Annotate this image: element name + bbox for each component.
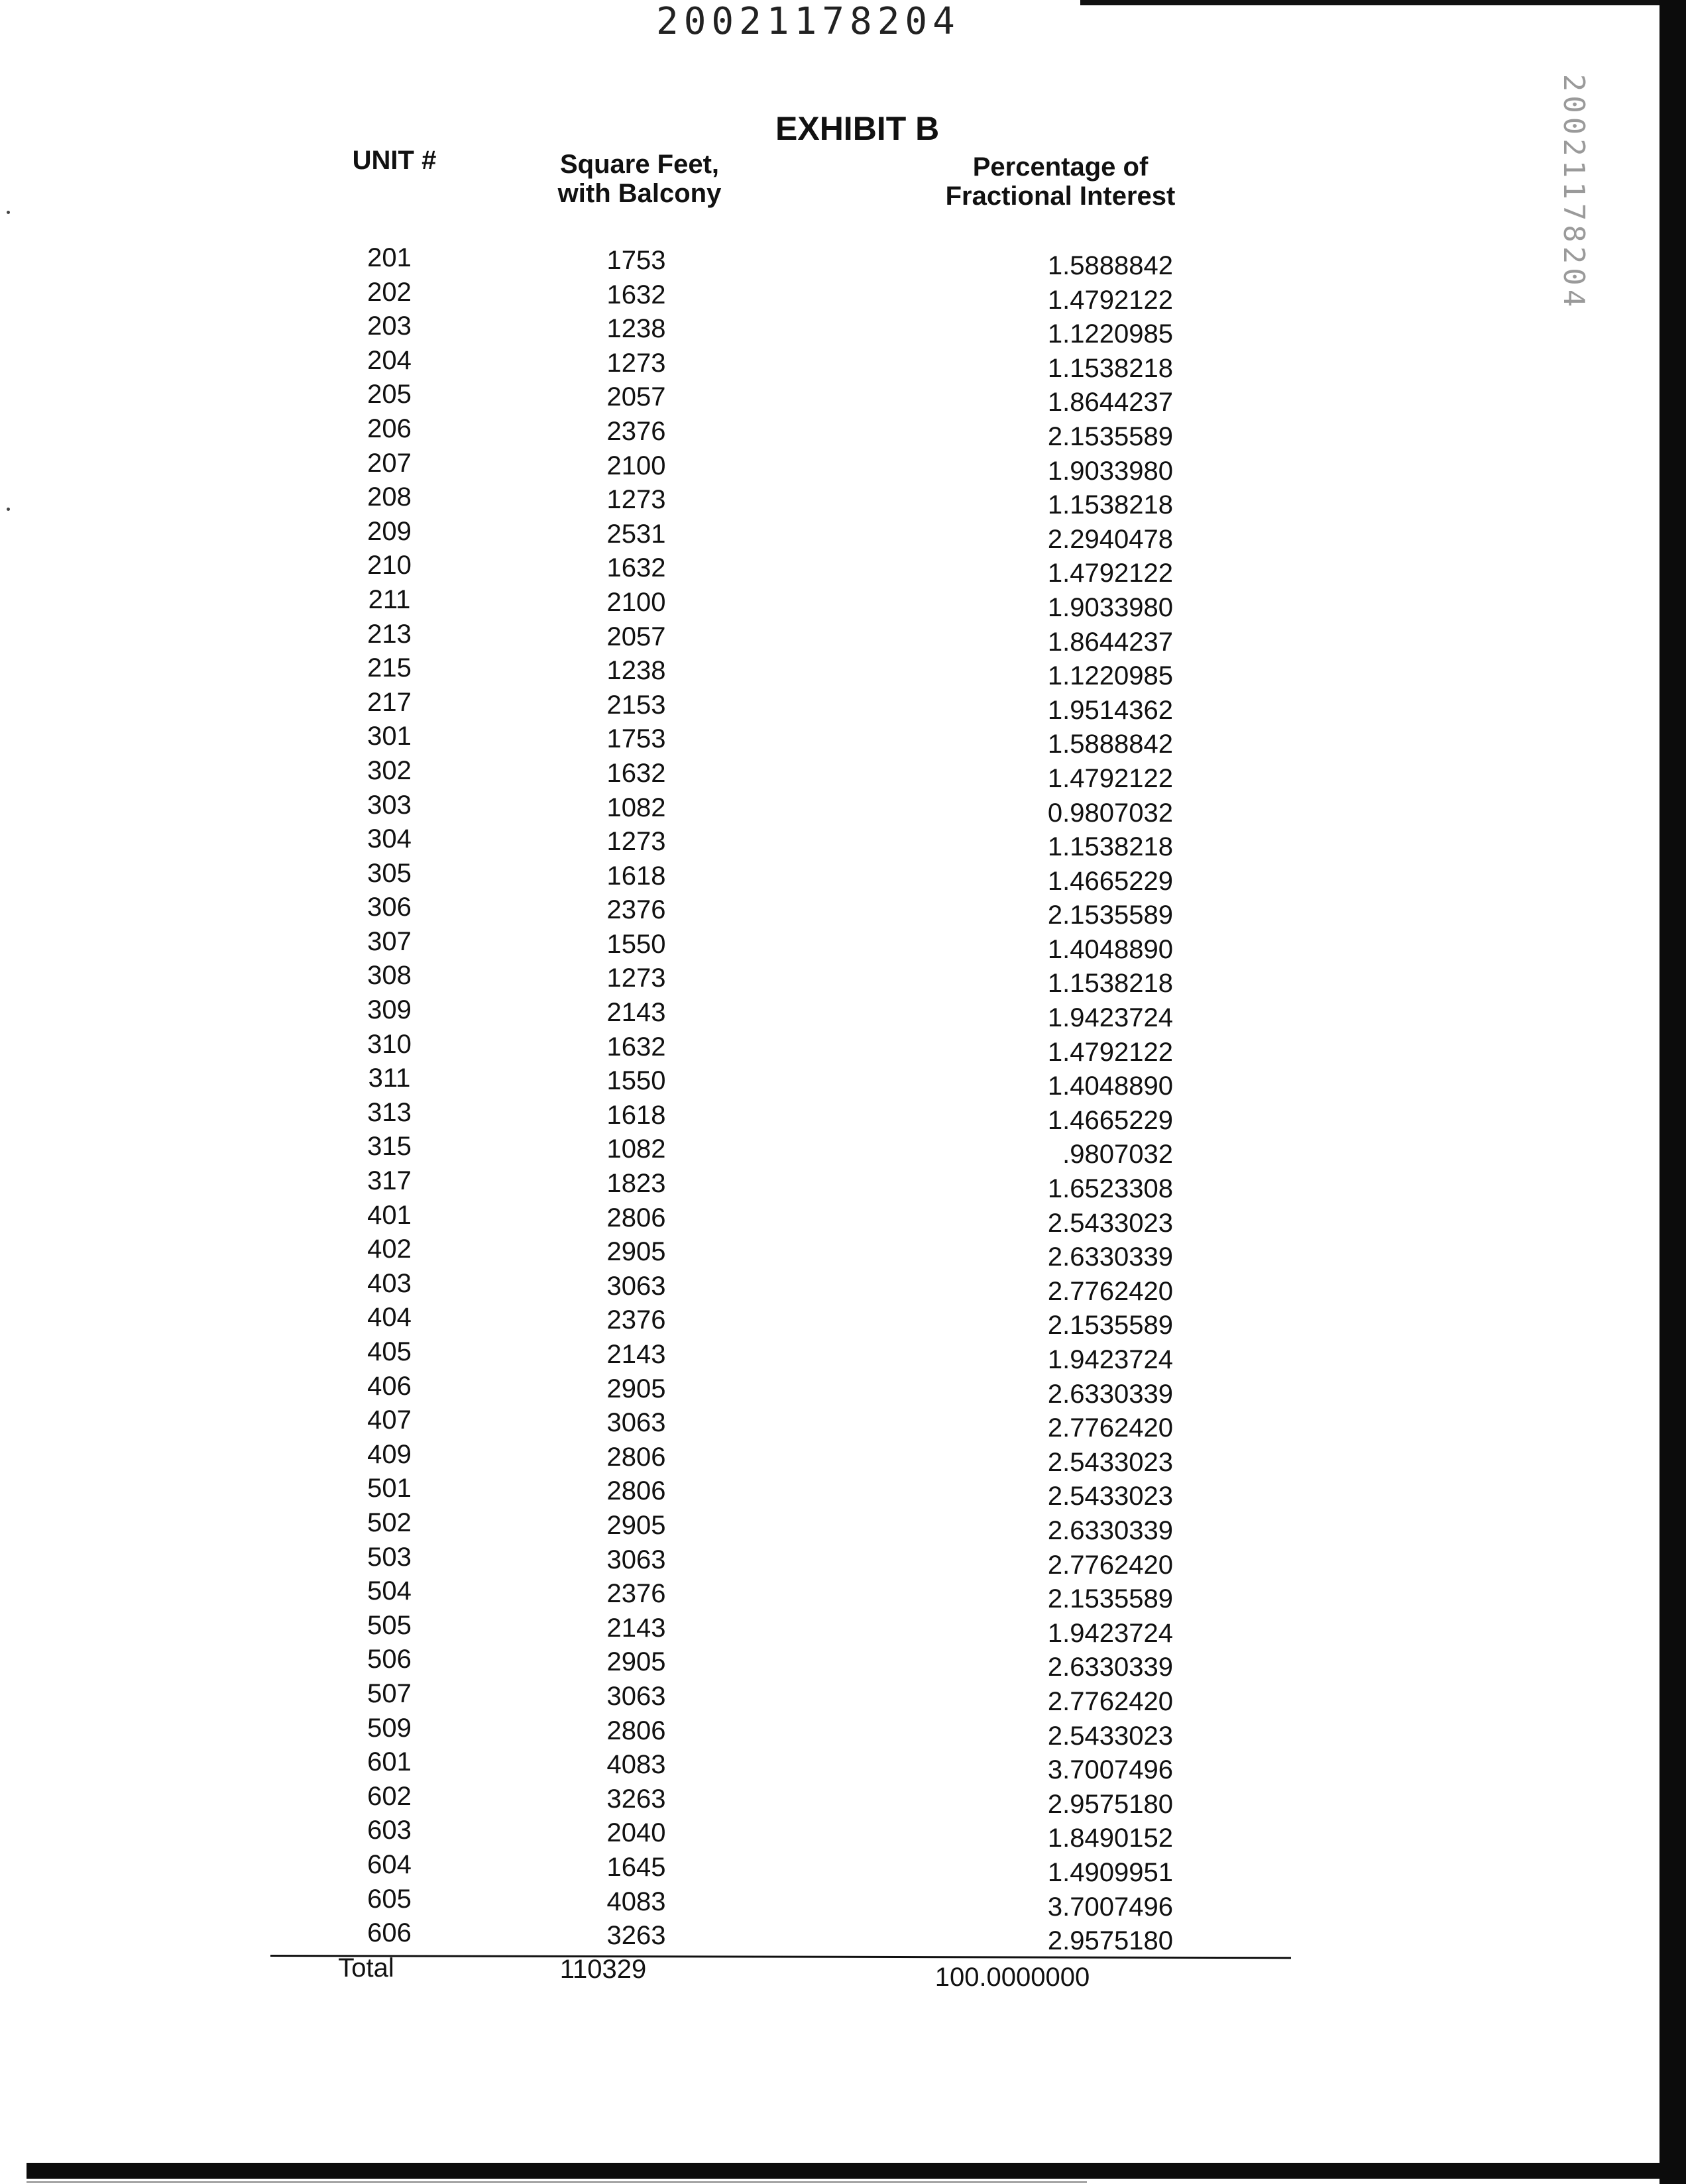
scan-edge-bottom (27, 2163, 1686, 2179)
percentage-cell: 1.4909951 (1047, 1857, 1173, 1887)
table-row (0, 1371, 1325, 1409)
percentage-cell: 2.9575180 (1047, 1789, 1173, 1819)
table-row (0, 1200, 1325, 1238)
table-row (0, 1303, 1325, 1340)
table-row (0, 1166, 1325, 1204)
square-feet-cell: 2376 (606, 416, 666, 446)
percentage-cell: 1.4665229 (1047, 1105, 1173, 1135)
table-row (0, 1234, 1325, 1272)
percentage-cell: 2.5433023 (1047, 1721, 1173, 1751)
header-percentage: Percentage of Fractional Interest (945, 152, 1176, 211)
unit-cell: 404 (367, 1303, 412, 1333)
unit-cell: 306 (367, 893, 412, 922)
percentage-cell: 1.8490152 (1047, 1824, 1173, 1853)
table-row (0, 1610, 1325, 1648)
percentage-cell: 1.4792122 (1047, 1037, 1173, 1067)
unit-cell: 204 (367, 345, 412, 375)
unit-cell: 409 (367, 1439, 412, 1469)
percentage-cell: 2.7762420 (1047, 1686, 1173, 1716)
square-feet-cell: 2040 (606, 1818, 666, 1848)
percentage-cell: 1.8644237 (1047, 388, 1173, 417)
unit-cell: 407 (367, 1405, 412, 1435)
table-row (0, 277, 1325, 315)
table-row (0, 380, 1325, 417)
table-row (0, 1097, 1325, 1135)
percentage-cell: 2.5433023 (1047, 1447, 1173, 1477)
percentage-cell: 1.1538218 (1047, 353, 1173, 383)
square-feet-cell: 1632 (606, 758, 666, 788)
percentage-cell: 1.1538218 (1047, 490, 1173, 520)
percentage-cell: 2.5433023 (1047, 1208, 1173, 1238)
percentage-cell: 2.1535589 (1047, 1584, 1173, 1614)
table-row (0, 858, 1325, 896)
table-row (0, 243, 1325, 278)
percentage-cell: 1.9514362 (1047, 695, 1173, 725)
table-row (0, 1337, 1325, 1372)
unit-cell: 303 (367, 790, 412, 820)
unit-cell: 505 (367, 1610, 412, 1640)
square-feet-cell: 1645 (606, 1852, 666, 1882)
unit-cell: 215 (367, 653, 412, 683)
unit-cell: 217 (367, 687, 412, 717)
table-row (0, 1713, 1325, 1751)
scan-edge-right (1659, 0, 1686, 2184)
table-row (0, 1064, 1325, 1101)
table-row (0, 1781, 1325, 1819)
percentage-cell: 1.1538218 (1047, 969, 1173, 999)
square-feet-cell: 1273 (606, 827, 666, 857)
unit-cell: 606 (367, 1918, 412, 1948)
square-feet-cell: 2905 (606, 1510, 666, 1540)
square-feet-cell: 1632 (606, 1032, 666, 1062)
unit-cell: 304 (367, 824, 412, 854)
square-feet-cell: 1632 (606, 280, 666, 309)
unit-cell: 403 (367, 1268, 412, 1298)
unit-cell: 605 (367, 1884, 412, 1914)
percentage-cell: 1.9423724 (1047, 1345, 1173, 1374)
header-unit: UNIT # (352, 146, 437, 175)
unit-cell: 503 (367, 1542, 412, 1572)
percentage-cell: 1.4048890 (1047, 934, 1173, 964)
table-row (0, 893, 1325, 930)
square-feet-cell: 2057 (606, 622, 666, 651)
square-feet-cell: 3063 (606, 1545, 666, 1574)
square-feet-cell: 2143 (606, 998, 666, 1028)
table-row (0, 1849, 1325, 1887)
percentage-cell: 1.9423724 (1047, 1618, 1173, 1648)
square-feet-cell: 2905 (606, 1647, 666, 1677)
table-row (0, 1268, 1325, 1306)
square-feet-cell: 1273 (606, 963, 666, 993)
table-row (0, 995, 1325, 1033)
square-feet-cell: 2806 (606, 1476, 666, 1506)
percentage-cell: 1.5888842 (1047, 730, 1173, 759)
table-row (0, 516, 1325, 554)
percentage-cell: 2.7762420 (1047, 1276, 1173, 1306)
unit-cell: 206 (367, 413, 412, 443)
unit-cell: 209 (367, 516, 412, 546)
unit-cell: 601 (367, 1747, 412, 1777)
square-feet-cell: 1550 (606, 1066, 666, 1096)
square-feet-cell: 2531 (606, 519, 666, 549)
unit-cell: 205 (367, 380, 412, 410)
unit-cell: 507 (367, 1678, 412, 1708)
unit-cell: 501 (367, 1474, 412, 1503)
table-row (0, 448, 1325, 486)
side-stamp (1538, 74, 1610, 311)
table-row (0, 311, 1325, 349)
unit-cell: 211 (368, 584, 411, 614)
square-feet-cell: 2153 (606, 690, 666, 720)
table-row (0, 687, 1325, 725)
percentage-cell: 1.9033980 (1047, 456, 1173, 486)
margin-speck (7, 211, 10, 214)
square-feet-cell: 1082 (606, 792, 666, 822)
unit-cell: 406 (367, 1371, 412, 1401)
unit-cell: 213 (367, 619, 412, 649)
square-feet-cell: 3063 (606, 1408, 666, 1438)
unit-cell: 401 (367, 1200, 412, 1230)
table-row (0, 1747, 1325, 1785)
unit-cell: 502 (367, 1507, 412, 1537)
percentage-cell: 2.5433023 (1047, 1482, 1173, 1511)
percentage-cell: 1.5888842 (1047, 251, 1173, 280)
square-feet-cell: 2905 (606, 1237, 666, 1267)
table-row (0, 961, 1325, 999)
top-edge-rule (1080, 0, 1686, 5)
percentage-cell: 2.6330339 (1047, 1379, 1173, 1409)
scan-edge-bottom-line (27, 2181, 1087, 2183)
unit-cell: 315 (367, 1132, 412, 1162)
percentage-cell: 2.1535589 (1047, 901, 1173, 930)
square-feet-cell: 2143 (606, 1613, 666, 1643)
table-row (0, 653, 1325, 691)
unit-cell: 602 (367, 1781, 412, 1811)
percentage-cell: 3.7007496 (1047, 1892, 1173, 1922)
square-feet-cell: 1273 (606, 485, 666, 515)
percentage-cell: 1.4792122 (1047, 559, 1173, 588)
square-feet-cell: 1618 (606, 1100, 666, 1130)
unit-cell: 506 (367, 1645, 412, 1674)
table-row (0, 551, 1325, 588)
percentage-cell: 1.1220985 (1047, 661, 1173, 691)
table-row (0, 722, 1325, 759)
exhibit-title: EXHIBIT B (775, 110, 940, 147)
percentage-cell: 0.9807032 (1047, 798, 1173, 828)
percentage-cell: 1.4048890 (1047, 1071, 1173, 1101)
unit-cell: 310 (367, 1029, 412, 1059)
square-feet-cell: 1238 (606, 656, 666, 686)
square-feet-cell: 4083 (606, 1750, 666, 1780)
table-row (0, 1816, 1325, 1853)
percentage-cell: 1.4792122 (1047, 763, 1173, 793)
percentage-cell: 1.6523308 (1047, 1174, 1173, 1204)
total-square-feet: 110329 (559, 1955, 647, 1984)
percentage-cell: .9807032 (1062, 1140, 1173, 1170)
unit-cell: 402 (367, 1234, 412, 1264)
table-row (0, 1576, 1325, 1614)
table-row (0, 585, 1325, 620)
square-feet-cell: 1753 (606, 724, 666, 754)
percentage-cell: 1.9033980 (1047, 592, 1173, 622)
unit-cell: 509 (367, 1713, 412, 1743)
unit-cell: 603 (367, 1816, 412, 1845)
table-row (0, 926, 1325, 964)
unit-cell: 504 (367, 1576, 412, 1606)
percentage-cell: 1.9423724 (1047, 1003, 1173, 1033)
percentage-cell: 1.4665229 (1047, 866, 1173, 896)
square-feet-cell: 2376 (606, 1305, 666, 1335)
table-row (0, 1918, 1325, 1956)
table-row (0, 619, 1325, 657)
total-row (0, 1953, 1325, 1993)
percentage-cell: 2.2940478 (1047, 524, 1173, 554)
table-row (0, 1405, 1325, 1443)
percentage-cell: 1.4792122 (1047, 285, 1173, 315)
table-row (0, 345, 1325, 383)
unit-cell: 208 (367, 482, 412, 512)
unit-table-body (0, 243, 1325, 1956)
unit-cell: 207 (367, 448, 412, 478)
table-row (0, 414, 1325, 449)
square-feet-cell: 1618 (606, 861, 666, 891)
unit-cell: 201 (367, 243, 412, 272)
percentage-cell: 3.7007496 (1047, 1755, 1173, 1785)
square-feet-cell: 3263 (606, 1784, 666, 1814)
side-stamp-text: 20021178204 (1557, 74, 1591, 311)
table-row (0, 756, 1325, 791)
document-number: 20021178204 (656, 0, 960, 43)
square-feet-cell: 1753 (606, 246, 666, 275)
unit-cell: 210 (367, 551, 412, 580)
percentage-cell: 1.1220985 (1047, 319, 1173, 349)
unit-cell: 309 (367, 995, 412, 1025)
table-row (0, 1542, 1325, 1580)
table-row (0, 1029, 1325, 1067)
table-row (0, 824, 1325, 862)
table-row (0, 1508, 1325, 1543)
unit-cell: 202 (367, 277, 412, 307)
square-feet-cell: 2143 (606, 1340, 666, 1369)
square-feet-cell: 2905 (606, 1374, 666, 1403)
percentage-cell: 2.7762420 (1047, 1550, 1173, 1580)
unit-cell: 604 (367, 1849, 412, 1879)
square-feet-cell: 1550 (606, 929, 666, 959)
percentage-cell: 1.8644237 (1047, 627, 1173, 657)
header-square-feet: Square Feet, with Balcony (557, 150, 722, 208)
square-feet-cell: 3063 (606, 1681, 666, 1711)
table-row (0, 1439, 1325, 1477)
square-feet-cell: 1082 (606, 1134, 666, 1164)
square-feet-cell: 2806 (606, 1442, 666, 1472)
unit-cell: 302 (367, 755, 412, 785)
total-percentage: 100.0000000 (934, 1963, 1090, 1992)
percentage-cell: 2.6330339 (1047, 1515, 1173, 1545)
percentage-cell: 2.6330339 (1047, 1653, 1173, 1682)
unit-cell: 305 (367, 858, 412, 888)
percentage-cell: 2.1535589 (1047, 421, 1173, 451)
square-feet-cell: 1823 (606, 1169, 666, 1199)
square-feet-cell: 1273 (606, 348, 666, 378)
percentage-cell: 2.9575180 (1047, 1926, 1173, 1956)
table-row (0, 1679, 1325, 1714)
total-label: Total (338, 1953, 394, 1983)
square-feet-cell: 2806 (606, 1203, 666, 1232)
square-feet-cell: 2806 (606, 1716, 666, 1745)
percentage-cell: 1.1538218 (1047, 832, 1173, 862)
unit-cell: 313 (367, 1097, 412, 1127)
unit-cell: 307 (367, 926, 412, 956)
unit-cell: 203 (367, 311, 412, 341)
percentage-cell: 2.1535589 (1047, 1311, 1173, 1340)
unit-cell: 311 (368, 1064, 411, 1093)
table-row (0, 1884, 1325, 1922)
unit-cell: 308 (367, 961, 412, 991)
unit-cell: 405 (367, 1337, 412, 1366)
square-feet-cell: 3263 (606, 1921, 666, 1951)
unit-cell: 301 (367, 722, 412, 751)
unit-cell: 317 (367, 1166, 412, 1196)
square-feet-cell: 2376 (606, 1579, 666, 1609)
percentage-cell: 2.7762420 (1047, 1413, 1173, 1443)
table-row (0, 1645, 1325, 1682)
table-row (0, 790, 1325, 828)
square-feet-cell: 2100 (606, 451, 666, 480)
square-feet-cell: 4083 (606, 1886, 666, 1916)
square-feet-cell: 2100 (606, 587, 666, 617)
square-feet-cell: 2057 (606, 382, 666, 412)
percentage-cell: 2.6330339 (1047, 1242, 1173, 1272)
table-row (0, 1132, 1325, 1170)
square-feet-cell: 3063 (606, 1271, 666, 1301)
square-feet-cell: 1238 (606, 314, 666, 344)
square-feet-cell: 2376 (606, 895, 666, 925)
table-row (0, 1474, 1325, 1511)
table-row (0, 482, 1325, 520)
square-feet-cell: 1632 (606, 553, 666, 583)
